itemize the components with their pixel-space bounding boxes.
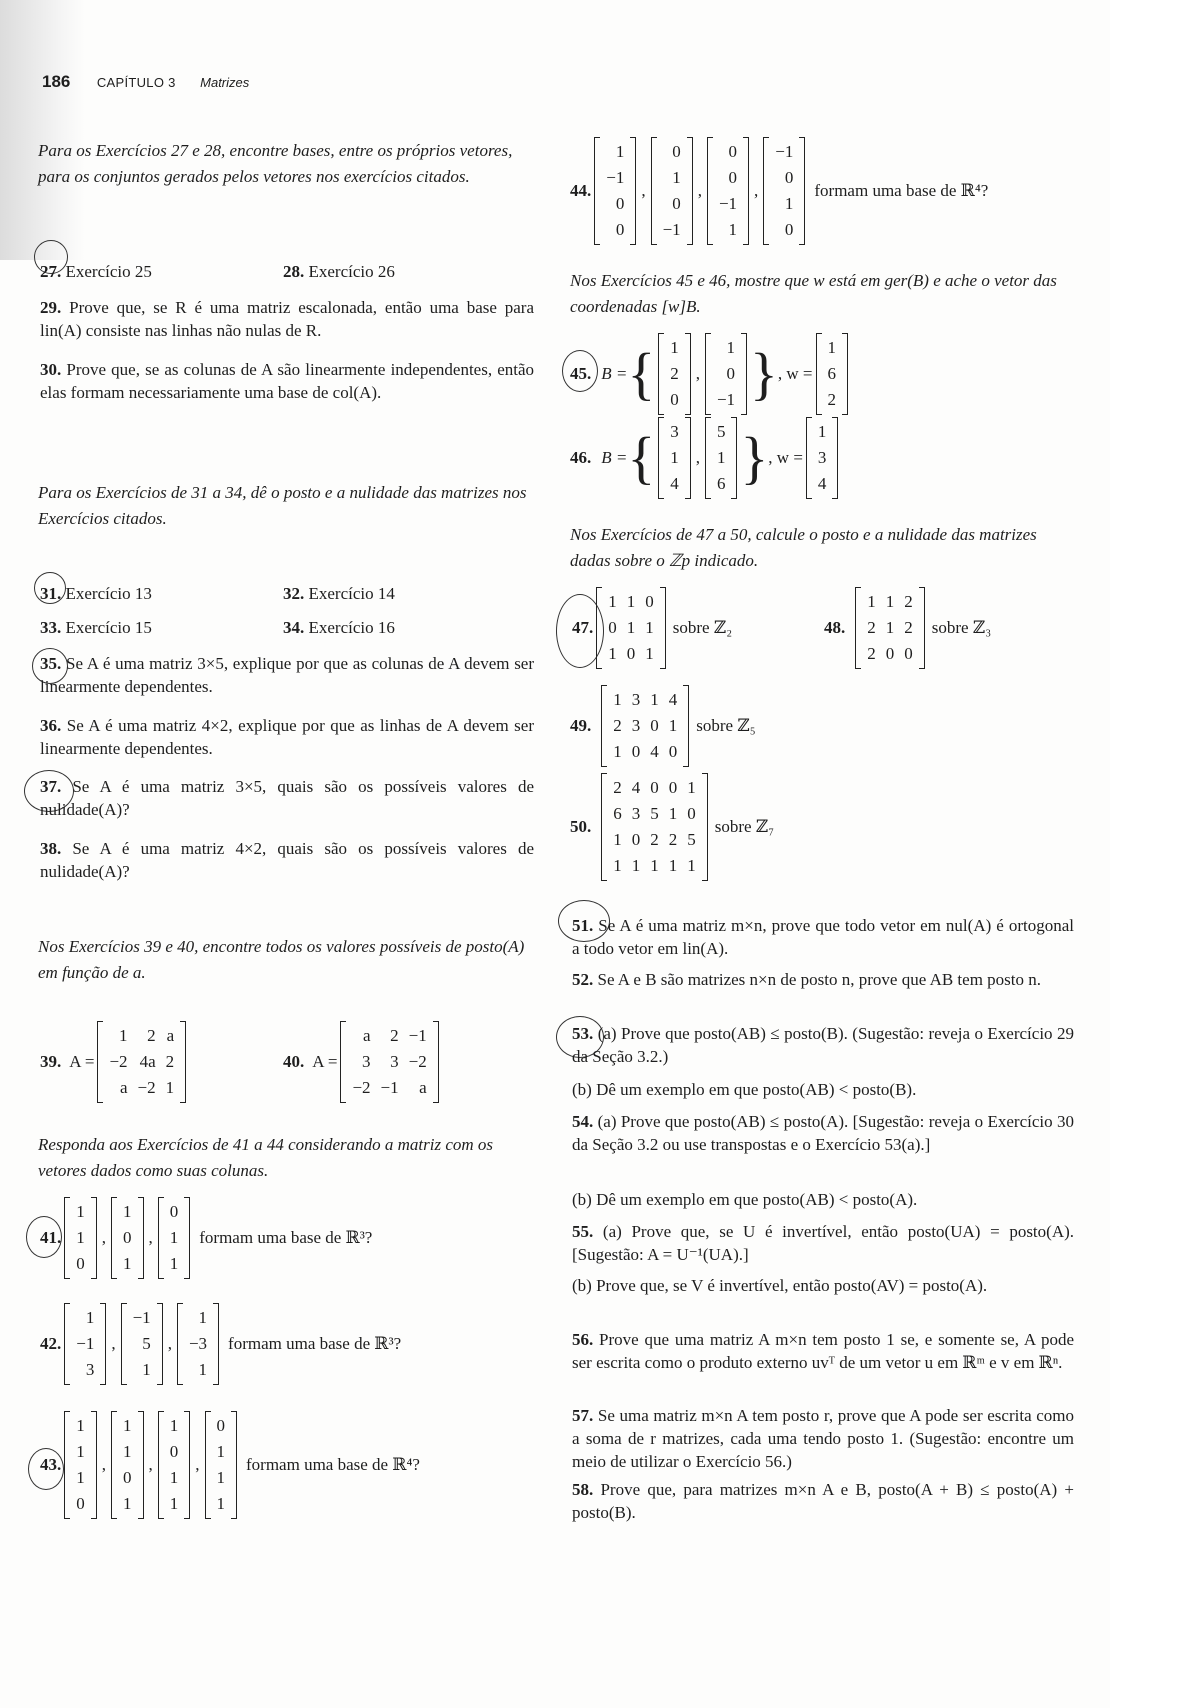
matrix-cell: 3 — [631, 690, 641, 709]
vector — [177, 1304, 219, 1384]
vector-entry: 1 — [76, 1468, 85, 1487]
exercise-55b: (b) Prove que, se V é invertível, então posto(AV) = posto(A). — [572, 1276, 988, 1295]
exercise-37 — [40, 775, 534, 821]
instructions-47-50: Nos Exercícios de 47 a 50, calcule o posto e a nulidade das matrizes dadas sobre o ℤp indicado. — [570, 525, 1037, 570]
exercise-30 — [40, 358, 534, 404]
matrix-cell: 1 — [885, 592, 895, 611]
matrix-cell: 1 — [626, 592, 636, 611]
exercise-34 — [283, 616, 395, 639]
matrix-cell: 2 — [904, 592, 913, 611]
matrix-cell: 0 — [650, 716, 659, 735]
vector-entry: 0 — [726, 364, 736, 383]
exercise-number: 54. — [572, 1112, 594, 1131]
exercise-text: Se uma matriz m×n A tem posto r, prove que A pode ser escrita como a soma de r matrizes, cada uma tendo posto 1. (Sugestão: encontre um meio de utilizar o Exercício 56.) — [572, 1406, 1074, 1471]
exercise-38 — [40, 837, 534, 883]
vector-entry: 1 — [76, 1416, 85, 1435]
vector-entry: 1 — [198, 1360, 208, 1379]
matrix-cell: 0 — [645, 592, 654, 611]
exercise-54b: (b) Dê um exemplo em que posto(AB) < posto(A). — [572, 1190, 918, 1209]
exercise-number: 33. — [40, 618, 62, 637]
exercise-27 — [40, 260, 152, 283]
exercise-text: Se A é uma matriz 3×5, explique por que as colunas de A devem ser linearmente dependentes. — [40, 654, 535, 696]
matrix-cell: 1 — [608, 644, 617, 663]
exercise-32 — [283, 582, 395, 605]
matrix-cell: 6 — [613, 804, 622, 823]
matrix-cell: 1 — [613, 830, 622, 849]
vector-entry: 1 — [76, 1442, 85, 1461]
matrix-cell: 1 — [668, 716, 678, 735]
exercise-number: 27. — [40, 262, 62, 281]
chapter-title: Matrizes — [200, 75, 250, 90]
vector-entry: 0 — [672, 194, 681, 213]
vector-entry: 6 — [827, 364, 837, 383]
vector-entry: 3 — [85, 1360, 95, 1379]
matrix-cell: −1 — [380, 1078, 399, 1097]
exercise-number: 31. — [40, 584, 62, 603]
vector-entry: −1 — [76, 1334, 95, 1353]
page-number: 186 — [42, 72, 71, 91]
matrix-cell: 1 — [645, 618, 654, 637]
exercise-text: Exercício 15 — [65, 618, 152, 637]
matrix-cell: 0 — [668, 778, 678, 797]
right-brace: } — [750, 341, 778, 406]
exercise-31 — [40, 582, 152, 605]
vector-entry: 1 — [169, 1494, 179, 1513]
exercise-number: 55. — [572, 1222, 594, 1241]
exercise-text: formam uma base de ℝ³? — [199, 1228, 373, 1247]
vector — [205, 1412, 238, 1518]
vector-entry: 0 — [76, 1494, 85, 1513]
vector-entry: 1 — [142, 1360, 151, 1379]
exercise-text: Exercício 14 — [308, 584, 395, 603]
vector-entry: 1 — [123, 1416, 132, 1435]
exercise-text: Prove que, se as colunas de A são linearmente independentes, então elas formam necessariamente uma base de col(A). — [40, 360, 535, 402]
vector-entry: 1 — [726, 338, 736, 357]
exercise-text: (a) Prove que, se U é invertível, então posto(UA) = posto(A). [Sugestão: A = U⁻¹(UA).] — [572, 1222, 1075, 1264]
vector-entry: 1 — [670, 448, 679, 467]
matrix-cell: 2 — [668, 830, 678, 849]
vector-entry: 3 — [670, 422, 679, 441]
vector-entry: 1 — [728, 220, 738, 239]
exercise-54a — [572, 1110, 1074, 1156]
matrix-cell: 3 — [390, 1052, 399, 1071]
exercise-text: Prove que, se R é uma matriz escalonada, então uma base para lin(A) consiste nas linhas não nulas de R. — [40, 298, 534, 340]
vector-entry: 1 — [85, 1308, 95, 1327]
vector-entry: 0 — [615, 220, 625, 239]
matrix-cell: 2 — [867, 618, 876, 637]
exercise-number: 42. — [40, 1334, 62, 1353]
right-brace: } — [740, 425, 769, 490]
exercise-text: (a) Prove que posto(AB) ≤ posto(B). (Sugestão: reveja o Exercício 29 da Seção 3.2.) — [572, 1024, 1074, 1066]
exercise-text: Se A e B são matrizes n×n de posto n, prove que AB tem posto n. — [597, 970, 1042, 989]
vector-entry: 6 — [716, 474, 726, 493]
vector-entry: 1 — [76, 1228, 85, 1247]
matrix-cell: 1 — [613, 690, 622, 709]
exercise-text: formam uma base de ℝ⁴? — [814, 181, 989, 200]
vector-entry: 1 — [216, 1468, 225, 1487]
vector-entry: 0 — [670, 390, 679, 409]
exercise-text: Exercício 13 — [65, 584, 152, 603]
vector-entry: 4 — [817, 474, 827, 493]
matrix-cell: 2 — [165, 1052, 175, 1071]
matrix-cell: 1 — [631, 856, 641, 875]
exercise-number: 49. — [570, 716, 592, 735]
vector-entry: 3 — [817, 448, 827, 467]
matrix-cell: 1 — [668, 804, 678, 823]
exercise-50 — [570, 774, 774, 880]
vector-entry: 0 — [123, 1228, 132, 1247]
vector-entry: −1 — [132, 1308, 151, 1327]
matrix-cell: 0 — [650, 778, 659, 797]
exercise-number: 53. — [572, 1024, 594, 1043]
vector-entry: −1 — [662, 220, 681, 239]
exercise-text: Se A é uma matriz 4×2, quais são os possíveis valores de nulidade(A)? — [40, 839, 534, 881]
instructions-41-44: Responda aos Exercícios de 41 a 44 considerando a matriz com os vetores dados como suas colunas. — [38, 1135, 494, 1180]
matrix-cell: 2 — [613, 716, 622, 735]
exercise-number: 57. — [572, 1406, 594, 1425]
exercise-text: formam uma base de ℝ³? — [228, 1334, 402, 1353]
matrix-cell: a — [419, 1078, 427, 1097]
matrix-cell: −1 — [408, 1026, 427, 1045]
matrix-cell: 2 — [613, 778, 622, 797]
matrix — [596, 588, 666, 668]
vector — [158, 1198, 191, 1278]
matrix-cell: 3 — [631, 716, 641, 735]
matrix-cell: 0 — [687, 804, 696, 823]
exercise-text: sobre ℤ₂ — [672, 618, 733, 637]
vector-entry: 0 — [123, 1468, 132, 1487]
vector-entry: 0 — [672, 142, 681, 161]
vector-entry: 1 — [784, 194, 794, 213]
matrix — [601, 774, 708, 880]
vector-entry: 5 — [716, 422, 726, 441]
vector-entry: 1 — [169, 1254, 179, 1273]
exercise-number: 40. — [283, 1052, 305, 1071]
vector-entry: 1 — [615, 142, 625, 161]
vector-entry: −1 — [606, 168, 625, 187]
vector-entry: 1 — [827, 338, 837, 357]
instructions-45-46: Nos Exercícios 45 e 46, mostre que w está em ger(B) e ache o vetor das coordenadas [w]B. — [570, 271, 1057, 316]
vector — [158, 1412, 191, 1518]
exercise-text: (a) Prove que posto(AB) ≤ posto(A). [Sugestão: reveja o Exercício 30 da Seção 3.2 ou use transpostas e o Exercício 53(a).] — [572, 1112, 1074, 1154]
instructions-27-28: Para os Exercícios 27 e 28, encontre bases, entre os próprios vetores, para os conjuntos gerados pelos vetores nos exercícios citados. — [38, 141, 513, 186]
vector-entry: 1 — [216, 1494, 225, 1513]
matrix-cell: −2 — [352, 1078, 371, 1097]
matrix-label: A = — [69, 1052, 95, 1071]
basis-label: B = — [601, 448, 628, 467]
exercise-text: Se A é uma matriz m×n, prove que todo vetor em nul(A) é ortogonal a todo vetor em lin(A). — [572, 916, 1075, 958]
matrix-cell: 2 — [390, 1026, 399, 1045]
exercise-number: 52. — [572, 970, 594, 989]
exercise-number: 44. — [570, 181, 592, 200]
matrix-cell: 1 — [650, 690, 659, 709]
matrix — [340, 1022, 438, 1102]
exercise-text: formam uma base de ℝ⁴? — [246, 1455, 420, 1474]
exercise-number: 30. — [40, 360, 62, 379]
exercise-46: 46. B = { 3 1 4 , 5 1 6 } , w = 1 3 4 — [570, 418, 841, 498]
matrix-cell: 4 — [668, 690, 678, 709]
exercise-number: 51. — [572, 916, 594, 935]
vector-entry: −1 — [716, 390, 736, 409]
vector — [594, 138, 636, 244]
exercise-number: 45. — [570, 364, 592, 383]
exercise-number: 39. — [40, 1052, 62, 1071]
matrix-cell: 4 — [631, 778, 641, 797]
vector-entry: 4 — [670, 474, 679, 493]
exercise-40 — [283, 1022, 442, 1102]
exercise-28 — [283, 260, 395, 283]
matrix-label: A = — [312, 1052, 338, 1071]
exercise-48 — [824, 588, 991, 668]
vector — [705, 418, 738, 498]
exercise-text: Prove que, para matrizes m×n A e B, posto(A + B) ≤ posto(A) + posto(B). — [572, 1480, 1074, 1522]
exercise-43: 43. 1 1 1 0 , 1 1 0 1 , 1 0 1 1 , 0 1 1 1 formam uma base de ℝ⁴? — [40, 1412, 420, 1518]
matrix-cell: 1 — [650, 856, 659, 875]
exercise-47 — [572, 588, 732, 668]
exercise-text: Exercício 16 — [308, 618, 395, 637]
matrix-cell: 0 — [631, 742, 641, 761]
exercise-number: 48. — [824, 618, 846, 637]
exercise-number: 34. — [283, 618, 305, 637]
instructions-31-34: Para os Exercícios de 31 a 34, dê o posto e a nulidade das matrizes nos Exercícios citados. — [38, 483, 527, 528]
exercise-text: Se A é uma matriz 4×2, explique por que as linhas de A devem ser linearmente dependentes. — [40, 716, 534, 758]
matrix — [855, 588, 925, 668]
left-brace: { — [627, 425, 656, 490]
exercise-number: 56. — [572, 1330, 594, 1349]
vector-entry: 0 — [169, 1442, 179, 1461]
matrix-cell: 2 — [867, 644, 876, 663]
vector-entry: −3 — [188, 1334, 208, 1353]
exercise-42: 42. 1 −1 3 , −1 5 1 , 1 −3 1 formam uma base de ℝ³? — [40, 1304, 401, 1384]
exercise-text: Exercício 26 — [308, 262, 395, 281]
exercise-41: 41. 1 1 0 , 1 0 1 , 0 1 1 formam uma base de ℝ³? — [40, 1198, 372, 1278]
vector-entry: 0 — [784, 168, 794, 187]
exercise-44: 44. 1 −1 0 0 , 0 1 0 −1 , 0 0 −1 1 , −1 0 1 0 formam uma base de ℝ⁴? — [570, 138, 988, 244]
vector-w — [816, 334, 849, 414]
matrix-cell: 5 — [650, 804, 659, 823]
vector — [64, 1412, 97, 1518]
vector — [64, 1304, 106, 1384]
vector-entry: 1 — [817, 422, 827, 441]
exercise-number: 43. — [40, 1455, 62, 1474]
vector — [651, 138, 693, 244]
exercise-57 — [572, 1404, 1074, 1473]
vector-entry: 2 — [827, 390, 837, 409]
chapter-label: CAPÍTULO 3 — [96, 75, 176, 90]
matrix-cell: 5 — [687, 830, 696, 849]
matrix-cell: 0 — [885, 644, 895, 663]
matrix-cell: 2 — [650, 830, 659, 849]
matrix-cell: 0 — [668, 742, 678, 761]
vector — [658, 418, 691, 498]
vector-entry: 0 — [169, 1202, 179, 1221]
exercise-39 — [40, 1022, 189, 1102]
vector-entry: 1 — [169, 1416, 179, 1435]
vector-entry: 0 — [784, 220, 794, 239]
exercise-56 — [572, 1328, 1074, 1374]
matrix-cell: 1 — [885, 618, 895, 637]
matrix-cell: 1 — [608, 592, 617, 611]
matrix-cell: −2 — [408, 1052, 427, 1071]
matrix-cell: 1 — [687, 856, 696, 875]
vector-entry: 1 — [123, 1202, 132, 1221]
vector-entry: 0 — [728, 168, 738, 187]
vector-entry: 1 — [672, 168, 681, 187]
vector-w — [806, 418, 839, 498]
exercise-number: 29. — [40, 298, 62, 317]
vector — [707, 138, 749, 244]
matrix-cell: 0 — [631, 830, 641, 849]
exercise-number: 28. — [283, 262, 305, 281]
matrix-cell: 1 — [613, 742, 622, 761]
vector — [111, 1412, 144, 1518]
page-header — [42, 72, 249, 92]
vector — [121, 1304, 163, 1384]
exercise-number: 35. — [40, 654, 62, 673]
basis-label: B = — [601, 364, 628, 383]
exercise-58 — [572, 1478, 1074, 1524]
exercise-number: 38. — [40, 839, 62, 858]
matrix-cell: 2 — [904, 618, 913, 637]
matrix-cell: 1 — [645, 644, 654, 663]
exercise-51 — [572, 914, 1074, 960]
matrix-cell: 0 — [626, 644, 636, 663]
matrix-cell: 1 — [165, 1078, 175, 1097]
vector — [705, 334, 747, 414]
exercise-52 — [572, 968, 1074, 991]
exercise-number: 37. — [40, 777, 62, 796]
exercise-text: Se A é uma matriz 3×5, quais são os possíveis valores de nulidade(A)? — [40, 777, 534, 819]
vector-entry: 1 — [169, 1228, 179, 1247]
exercise-33 — [40, 616, 152, 639]
exercise-36 — [40, 714, 534, 760]
exercise-text: sobre ℤ₇ — [714, 817, 775, 836]
vector-entry: 1 — [198, 1308, 208, 1327]
vector-entry: 1 — [716, 448, 726, 467]
exercise-45: 45. B = { 1 2 0 , 1 0 −1 } , w = 1 6 2 — [570, 334, 851, 414]
matrix — [601, 686, 689, 766]
matrix-cell: a — [119, 1078, 128, 1097]
matrix-cell: a — [362, 1026, 371, 1045]
scan-shadow — [0, 0, 85, 260]
vector-entry: 1 — [76, 1202, 85, 1221]
exercise-29 — [40, 296, 534, 342]
matrix-cell: 3 — [362, 1052, 371, 1071]
matrix-cell: 1 — [626, 618, 636, 637]
matrix-cell: −2 — [137, 1078, 156, 1097]
vector — [64, 1198, 97, 1278]
exercise-55a — [572, 1220, 1074, 1266]
exercise-53b: (b) Dê um exemplo em que posto(AB) < posto(B). — [572, 1080, 917, 1099]
exercise-53a — [572, 1022, 1074, 1068]
exercise-number: 36. — [40, 716, 62, 735]
matrix-cell: 2 — [147, 1026, 156, 1045]
exercise-text: Prove que uma matriz A m×n tem posto 1 se, e somente se, A pode ser escrita como o produto externo uvᵀ de um vetor u em ℝᵐ e v em ℝⁿ. — [572, 1330, 1075, 1372]
exercise-text: sobre ℤ₅ — [696, 716, 756, 735]
w-label: , w = — [777, 364, 813, 383]
vector-entry: 0 — [728, 142, 738, 161]
vector — [658, 334, 691, 414]
matrix-cell: 4 — [650, 742, 659, 761]
matrix-cell: 1 — [119, 1026, 128, 1045]
exercise-35 — [40, 652, 534, 698]
vector — [763, 138, 805, 244]
vector-entry: 5 — [142, 1334, 151, 1353]
w-label: , w = — [768, 448, 803, 467]
matrix-cell: 4a — [139, 1052, 156, 1071]
matrix-cell: 0 — [608, 618, 617, 637]
exercise-text: Exercício 25 — [65, 262, 152, 281]
exercise-49 — [570, 686, 756, 766]
vector-entry: 1 — [216, 1442, 225, 1461]
vector-entry: 1 — [670, 338, 679, 357]
vector-entry: 2 — [670, 364, 679, 383]
vector-entry: 1 — [169, 1468, 179, 1487]
vector-entry: 1 — [123, 1442, 132, 1461]
matrix-cell: 1 — [668, 856, 678, 875]
matrix-cell: 1 — [613, 856, 622, 875]
matrix-cell: a — [166, 1026, 175, 1045]
left-brace: { — [627, 341, 656, 406]
vector-entry: 0 — [615, 194, 625, 213]
instructions-39-40: Nos Exercícios 39 e 40, encontre todos os valores possíveis de posto(A) em função de a. — [38, 937, 525, 982]
exercise-number: 32. — [283, 584, 305, 603]
exercise-text: sobre ℤ₃ — [931, 618, 992, 637]
exercise-number: 46. — [570, 448, 592, 467]
matrix-cell: 0 — [904, 644, 913, 663]
vector-entry: 0 — [76, 1254, 85, 1273]
exercise-number: 47. — [572, 618, 594, 637]
exercise-number: 50. — [570, 817, 592, 836]
exercise-number: 41. — [40, 1228, 62, 1247]
vector-entry: 1 — [123, 1254, 132, 1273]
vector-entry: −1 — [718, 194, 738, 213]
matrix-cell: 1 — [867, 592, 876, 611]
matrix-cell: −2 — [109, 1052, 128, 1071]
vector — [111, 1198, 144, 1278]
vector-entry: −1 — [775, 142, 794, 161]
exercise-number: 58. — [572, 1480, 594, 1499]
matrix — [97, 1022, 186, 1102]
vector-entry: 0 — [216, 1416, 225, 1435]
matrix-cell: 3 — [631, 804, 641, 823]
matrix-cell: 1 — [687, 778, 696, 797]
vector-entry: 1 — [123, 1494, 132, 1513]
